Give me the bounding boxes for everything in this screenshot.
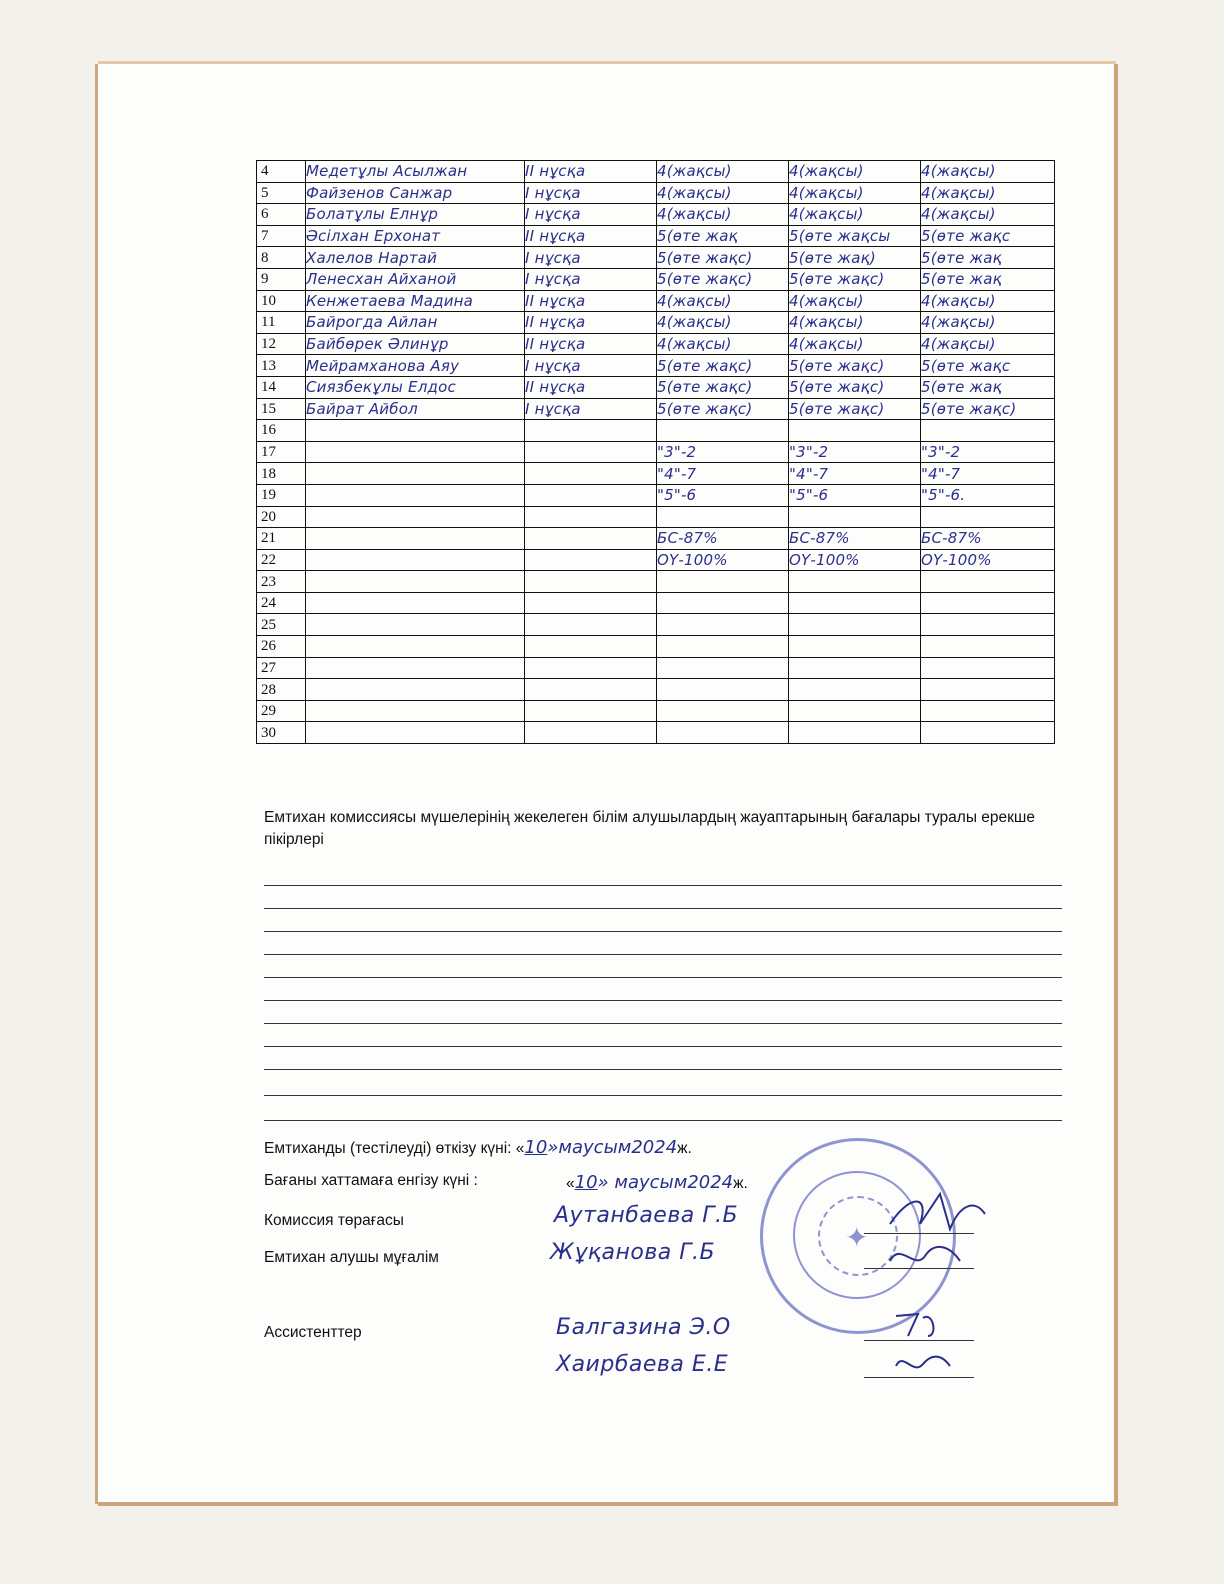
grade-cell-1: 5(өте жақс) (657, 398, 789, 420)
student-name: Файзенов Санжар (306, 182, 525, 204)
row-number: 5 (257, 182, 306, 204)
table-row (257, 247, 1055, 269)
variant-cell: I нұсқа (525, 204, 657, 226)
row-number: 20 (257, 506, 306, 528)
teacher-label: Емтихан алушы мұғалім (264, 1249, 439, 1266)
exam-month: »маусым (547, 1137, 632, 1158)
row-number: 6 (257, 204, 306, 226)
grade-cell-3 (921, 614, 1055, 636)
row-number: 28 (257, 679, 306, 701)
variant-cell (525, 614, 657, 636)
row-number: 10 (257, 290, 306, 312)
student-name: Кенжетаева Мадина (306, 290, 525, 312)
grade-cell-1: БС-87% (657, 528, 789, 550)
variant-cell (525, 679, 657, 701)
grade-cell-3: 5(өте жақ (921, 376, 1055, 398)
grade-cell-2: 4(жақсы) (789, 182, 921, 204)
grade-cell-2: "4"-7 (789, 463, 921, 485)
grade-cell-3: "5"-6. (921, 484, 1055, 506)
variant-cell: I нұсқа (525, 355, 657, 377)
row-number: 9 (257, 268, 306, 290)
grade-cell-2 (789, 614, 921, 636)
grade-cell-2 (789, 657, 921, 679)
variant-cell (525, 420, 657, 442)
grade-cell-1 (657, 722, 789, 744)
grade-cell-3: 5(өте жақ (921, 247, 1055, 269)
grade-cell-1 (657, 420, 789, 442)
assistants-label: Ассистенттер (264, 1324, 362, 1341)
row-number: 19 (257, 484, 306, 506)
teacher-signature (880, 1236, 970, 1276)
grade-cell-2: 4(жақсы) (789, 333, 921, 355)
grade-cell-2: 5(өте жақс) (789, 398, 921, 420)
grade-cell-2 (789, 592, 921, 614)
variant-cell (525, 484, 657, 506)
remarks-line (264, 931, 1062, 932)
grade-cell-1 (657, 592, 789, 614)
table-row (257, 225, 1055, 247)
exam-year-suffix: ж. (677, 1140, 692, 1157)
grade-cell-2: 5(өте жақс) (789, 268, 921, 290)
variant-cell: II нұсқа (525, 161, 657, 183)
student-name: Болатұлы Елнұр (306, 204, 525, 226)
grade-cell-2: "3"-2 (789, 441, 921, 463)
grade-cell-3 (921, 679, 1055, 701)
assistant1-name: Балгазина Э.О (556, 1315, 731, 1340)
variant-cell: II нұсқа (525, 290, 657, 312)
variant-cell: I нұсқа (525, 398, 657, 420)
row-number: 22 (257, 549, 306, 571)
grade-cell-2: 4(жақсы) (789, 204, 921, 226)
grade-cell-1 (657, 506, 789, 528)
table-row (257, 161, 1055, 183)
table-row (257, 636, 1055, 658)
entry-open-quote: « (566, 1175, 575, 1192)
grade-cell-3: 4(жақсы) (921, 333, 1055, 355)
student-name: Ленесхан Айханой (306, 268, 525, 290)
variant-cell (525, 528, 657, 550)
grade-cell-3: 5(өте жақ (921, 268, 1055, 290)
row-number: 30 (257, 722, 306, 744)
student-name: Мейрамханова Аяу (306, 355, 525, 377)
assistant1-signature (888, 1306, 948, 1342)
grade-cell-1: "3"-2 (657, 441, 789, 463)
table-row (257, 528, 1055, 550)
student-name (306, 657, 525, 679)
grade-cell-3: 5(өте жақс) (921, 398, 1055, 420)
entry-date-label: Бағаны хаттамаға енгізу күні : (264, 1172, 478, 1189)
grade-cell-1: 5(өте жақ (657, 225, 789, 247)
row-number: 7 (257, 225, 306, 247)
entry-year: 2024 (687, 1172, 734, 1193)
entry-day: 10 (574, 1172, 598, 1193)
grade-cell-3 (921, 506, 1055, 528)
student-name: Сиязбекұлы Елдос (306, 376, 525, 398)
variant-cell (525, 592, 657, 614)
chair-label: Комиссия төрағасы (264, 1212, 404, 1229)
remarks-line (264, 954, 1062, 955)
student-name (306, 420, 525, 442)
table-row (257, 592, 1055, 614)
grade-cell-3: ОҮ-100% (921, 549, 1055, 571)
row-number: 8 (257, 247, 306, 269)
table-row (257, 614, 1055, 636)
row-number: 24 (257, 592, 306, 614)
student-name (306, 571, 525, 593)
remarks-line (264, 1120, 1062, 1121)
table-row (257, 463, 1055, 485)
entry-month: » маусым (597, 1172, 688, 1193)
grade-cell-3: 4(жақсы) (921, 312, 1055, 334)
grade-cell-2 (789, 700, 921, 722)
grade-cell-1 (657, 571, 789, 593)
row-number: 11 (257, 312, 306, 334)
student-name (306, 528, 525, 550)
row-number: 4 (257, 161, 306, 183)
table-row (257, 722, 1055, 744)
row-number: 12 (257, 333, 306, 355)
table-row (257, 355, 1055, 377)
variant-cell (525, 571, 657, 593)
remarks-line (264, 1095, 1062, 1096)
row-number: 21 (257, 528, 306, 550)
exam-day: 10 (524, 1137, 548, 1158)
grade-cell-3: 4(жақсы) (921, 161, 1055, 183)
row-number: 14 (257, 376, 306, 398)
grade-cell-1: 4(жақсы) (657, 161, 789, 183)
grade-cell-3: 5(өте жақс (921, 225, 1055, 247)
variant-cell (525, 441, 657, 463)
grade-cell-1: 4(жақсы) (657, 312, 789, 334)
remarks-line (264, 1000, 1062, 1001)
student-name: Байрат Айбол (306, 398, 525, 420)
entry-date (264, 1172, 478, 1190)
chair-name: Аутанбаева Г.Б (554, 1203, 739, 1228)
student-name (306, 636, 525, 658)
variant-cell (525, 636, 657, 658)
row-number: 27 (257, 657, 306, 679)
table-row (257, 182, 1055, 204)
grade-cell-2 (789, 571, 921, 593)
table-row (257, 290, 1055, 312)
student-name (306, 463, 525, 485)
entry-date-value (566, 1172, 748, 1193)
student-name (306, 506, 525, 528)
grade-cell-2: БС-87% (789, 528, 921, 550)
student-name (306, 484, 525, 506)
row-number: 17 (257, 441, 306, 463)
row-number: 23 (257, 571, 306, 593)
grade-cell-2 (789, 722, 921, 744)
paper-edge-bottom (98, 1502, 1118, 1506)
remarks-line (264, 885, 1062, 886)
grade-cell-1 (657, 636, 789, 658)
variant-cell (525, 549, 657, 571)
grade-cell-1: "5"-6 (657, 484, 789, 506)
variant-cell: II нұсқа (525, 376, 657, 398)
table-row (257, 268, 1055, 290)
exam-date-label: Емтиханды (тестілеуді) өткізу күні: « (264, 1140, 525, 1157)
row-number: 13 (257, 355, 306, 377)
remarks-line (264, 1046, 1062, 1047)
variant-cell: I нұсқа (525, 247, 657, 269)
variant-cell: II нұсқа (525, 225, 657, 247)
table-row (257, 398, 1055, 420)
table-row (257, 376, 1055, 398)
variant-cell (525, 463, 657, 485)
grade-cell-1 (657, 614, 789, 636)
student-name (306, 700, 525, 722)
student-name: Байбөрек Әлинұр (306, 333, 525, 355)
row-number: 26 (257, 636, 306, 658)
assistant2-name: Хаирбаева Е.Е (556, 1352, 729, 1377)
table-row (257, 484, 1055, 506)
chair-signature (880, 1184, 990, 1244)
table-row (257, 679, 1055, 701)
grade-cell-1: "4"-7 (657, 463, 789, 485)
student-name (306, 549, 525, 571)
grade-cell-3 (921, 700, 1055, 722)
entry-year-suffix: ж. (733, 1175, 748, 1192)
grade-cell-2: 4(жақсы) (789, 312, 921, 334)
table-row (257, 700, 1055, 722)
remarks-line (264, 1023, 1062, 1024)
grade-cell-3 (921, 722, 1055, 744)
stamp-star-icon: ✦ (845, 1221, 869, 1254)
grade-cell-1 (657, 679, 789, 701)
grade-cell-2: 5(өте жақсы (789, 225, 921, 247)
grade-cell-1: 5(өте жақс) (657, 355, 789, 377)
table-row (257, 420, 1055, 442)
variant-cell: II нұсқа (525, 312, 657, 334)
grade-cell-1: 5(өте жақс) (657, 268, 789, 290)
grade-cell-3 (921, 592, 1055, 614)
grade-cell-1: 4(жақсы) (657, 333, 789, 355)
remarks-line (264, 908, 1062, 909)
grade-cell-2: 5(өте жақс) (789, 355, 921, 377)
remarks-line (264, 977, 1062, 978)
exam-date (264, 1137, 692, 1158)
grade-cell-2 (789, 420, 921, 442)
grade-cell-2 (789, 636, 921, 658)
grade-cell-2 (789, 506, 921, 528)
variant-cell (525, 722, 657, 744)
grade-cell-2: 5(өте жақс) (789, 376, 921, 398)
grade-cell-3: БС-87% (921, 528, 1055, 550)
student-name (306, 614, 525, 636)
student-name (306, 722, 525, 744)
table-row (257, 657, 1055, 679)
table-row (257, 333, 1055, 355)
grade-cell-1: 4(жақсы) (657, 290, 789, 312)
grade-cell-2 (789, 679, 921, 701)
grade-cell-1 (657, 700, 789, 722)
student-name: Медетұлы Асылжан (306, 161, 525, 183)
table-row (257, 312, 1055, 334)
paper-edge-right (1114, 64, 1118, 1504)
table-row (257, 506, 1055, 528)
remarks-title: Емтихан комиссиясы мүшелерінің жекелеген білім алушылардың жауаптарының бағалары туралы ерекше пікірлері (264, 809, 1035, 848)
grade-cell-3: 4(жақсы) (921, 204, 1055, 226)
grade-cell-2: 5(өте жақ) (789, 247, 921, 269)
grade-cell-2: 4(жақсы) (789, 290, 921, 312)
grade-cell-3 (921, 420, 1055, 442)
variant-cell: I нұсқа (525, 182, 657, 204)
row-number: 25 (257, 614, 306, 636)
assistant2-signature (888, 1346, 958, 1380)
grade-cell-2: 4(жақсы) (789, 161, 921, 183)
grade-cell-3 (921, 636, 1055, 658)
table-row (257, 571, 1055, 593)
student-name: Байрогда Айлан (306, 312, 525, 334)
row-number: 18 (257, 463, 306, 485)
grade-cell-1: 5(өте жақс) (657, 247, 789, 269)
student-name: Әсілхан Ерхонат (306, 225, 525, 247)
grade-cell-1: 4(жақсы) (657, 182, 789, 204)
grade-cell-3: 5(өте жақс (921, 355, 1055, 377)
student-name (306, 441, 525, 463)
row-number: 16 (257, 420, 306, 442)
variant-cell (525, 700, 657, 722)
student-name (306, 679, 525, 701)
table-row (257, 204, 1055, 226)
teacher-name: Жұқанова Г.Б (550, 1240, 716, 1265)
grade-cell-1: 5(өте жақс) (657, 376, 789, 398)
grade-cell-1 (657, 657, 789, 679)
grade-cell-3: 4(жақсы) (921, 182, 1055, 204)
row-number: 29 (257, 700, 306, 722)
grade-cell-3: "4"-7 (921, 463, 1055, 485)
grades-table (256, 160, 1055, 744)
table-row (257, 549, 1055, 571)
grade-cell-3 (921, 571, 1055, 593)
row-number: 15 (257, 398, 306, 420)
variant-cell: I нұсқа (525, 268, 657, 290)
grade-cell-3: "3"-2 (921, 441, 1055, 463)
grade-cell-3: 4(жақсы) (921, 290, 1055, 312)
variant-cell (525, 506, 657, 528)
student-name (306, 592, 525, 614)
grade-cell-2: ОҮ-100% (789, 549, 921, 571)
table-row (257, 441, 1055, 463)
grade-cell-1: ОҮ-100% (657, 549, 789, 571)
grade-cell-2: "5"-6 (789, 484, 921, 506)
student-name: Халелов Нартай (306, 247, 525, 269)
variant-cell (525, 657, 657, 679)
remarks-line (264, 1069, 1062, 1070)
exam-year: 2024 (631, 1137, 678, 1158)
grade-cell-3 (921, 657, 1055, 679)
variant-cell: II нұсқа (525, 333, 657, 355)
grade-cell-1: 4(жақсы) (657, 204, 789, 226)
